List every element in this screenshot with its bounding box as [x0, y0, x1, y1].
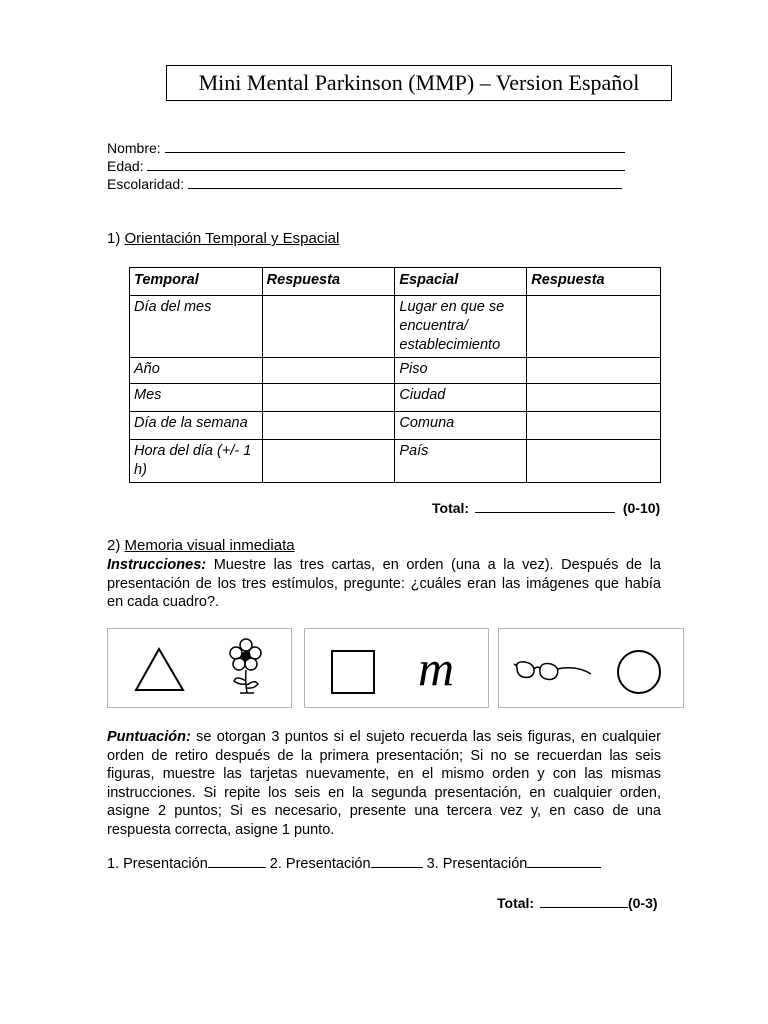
header-respuesta-espacial: Respuesta — [527, 268, 661, 296]
edad-blank-line[interactable] — [147, 159, 625, 171]
table-row — [130, 296, 661, 358]
presentation-3-blank[interactable] — [527, 856, 601, 868]
letter-m: m — [418, 640, 455, 696]
total-label: Total: — [432, 500, 470, 516]
card-2-figures — [305, 629, 488, 707]
cell-temporal: Hora del día (+/- 1 h) — [130, 440, 263, 483]
section-2-title: Memoria visual inmediata — [124, 537, 295, 554]
scoring-label: Puntuación: — [107, 729, 191, 745]
nombre-label: Nombre: — [107, 140, 161, 156]
table-row — [130, 440, 661, 483]
table-row — [130, 412, 661, 440]
cell-espacial: Ciudad — [395, 384, 527, 412]
section-1-number: 1) — [107, 230, 121, 247]
cell-answer[interactable] — [262, 412, 395, 440]
header-respuesta-temporal: Respuesta — [262, 268, 395, 296]
total-blank-line[interactable] — [540, 896, 628, 908]
header-espacial: Espacial — [395, 268, 527, 296]
cell-temporal: Mes — [130, 384, 263, 412]
section-1-title: Orientación Temporal y Espacial — [124, 230, 340, 247]
section-2-number: 2) — [107, 537, 121, 554]
presentation-2-blank[interactable] — [371, 856, 423, 868]
instructions-label: Instrucciones: — [107, 557, 207, 573]
square-icon — [332, 651, 374, 693]
escolaridad-field — [107, 176, 622, 192]
total-range: (0-3) — [627, 895, 658, 911]
table-row — [130, 358, 661, 384]
section-2-total — [497, 895, 658, 911]
cell-espacial: Lugar en que se encuentra/ establecimiento — [395, 296, 527, 358]
cell-answer[interactable] — [262, 296, 395, 358]
scoring-text: se otorgan 3 puntos si el sujeto recuerda las seis figuras, en cualquier orden de retiro después de la primera presentación; Si no se recuerdan las seis figuras, muestre las tarjetas nuevamente, en el mismo orden y con las mismas instrucciones. Si repite los seis en la segunda presentación, en cualquier orden, asigne 2 puntos; Si es necesario, presente una tercera vez y, en caso de una respuesta correcta, asigne 1 punto. — [107, 729, 661, 838]
cell-temporal: Año — [130, 358, 263, 384]
cell-answer[interactable] — [262, 384, 395, 412]
cell-answer[interactable] — [527, 358, 661, 384]
presentation-3-label: 3. Presentación — [426, 856, 528, 872]
presentation-1-blank[interactable] — [208, 856, 266, 868]
scoring-paragraph — [107, 728, 661, 839]
stimulus-card-2 — [304, 628, 489, 708]
edad-field — [107, 158, 625, 174]
total-range: (0-10) — [622, 500, 661, 516]
presentations-line — [107, 856, 601, 872]
section-2-heading — [107, 537, 295, 554]
orientation-table — [129, 267, 661, 483]
stimulus-card-1 — [107, 628, 292, 708]
cell-temporal: Día de la semana — [130, 412, 263, 440]
nombre-field — [107, 140, 625, 156]
escolaridad-label: Escolaridad: — [107, 176, 185, 192]
cell-espacial: Piso — [395, 358, 527, 384]
card-1-figures — [108, 629, 291, 707]
section-1-heading — [107, 230, 339, 247]
document-title: Mini Mental Parkinson (MMP) – Version Español — [166, 65, 672, 101]
presentation-1-label: 1. Presentación — [107, 856, 208, 872]
escolaridad-blank-line[interactable] — [188, 177, 622, 189]
cell-answer[interactable] — [527, 440, 661, 483]
glasses-icon — [514, 662, 591, 680]
cell-answer[interactable] — [262, 440, 395, 483]
cell-espacial: País — [395, 440, 527, 483]
table-header-row — [130, 268, 661, 296]
instructions-paragraph — [107, 556, 661, 612]
instructions-text: Muestre las tres cartas, en orden (una a la vez). Después de la presentación de los tres estímulos, pregunte: ¿cuáles eran las imágenes que había en cada cuadro?. — [107, 557, 661, 610]
stimulus-card-3 — [498, 628, 684, 708]
header-temporal: Temporal — [130, 268, 263, 296]
presentation-2-label: 2. Presentación — [269, 856, 371, 872]
table-row — [130, 384, 661, 412]
total-blank-line[interactable] — [475, 501, 615, 513]
triangle-icon — [136, 649, 183, 690]
cell-espacial: Comuna — [395, 412, 527, 440]
cell-answer[interactable] — [527, 412, 661, 440]
section-1-total — [432, 500, 660, 516]
total-label: Total: — [497, 895, 535, 911]
cell-answer[interactable] — [527, 296, 661, 358]
edad-label: Edad: — [107, 158, 144, 174]
cell-answer[interactable] — [527, 384, 661, 412]
nombre-blank-line[interactable] — [165, 141, 625, 153]
cell-temporal: Día del mes — [130, 296, 263, 358]
circle-icon — [618, 651, 660, 693]
flower-icon — [230, 639, 261, 693]
card-3-figures — [499, 629, 683, 707]
cell-answer[interactable] — [262, 358, 395, 384]
